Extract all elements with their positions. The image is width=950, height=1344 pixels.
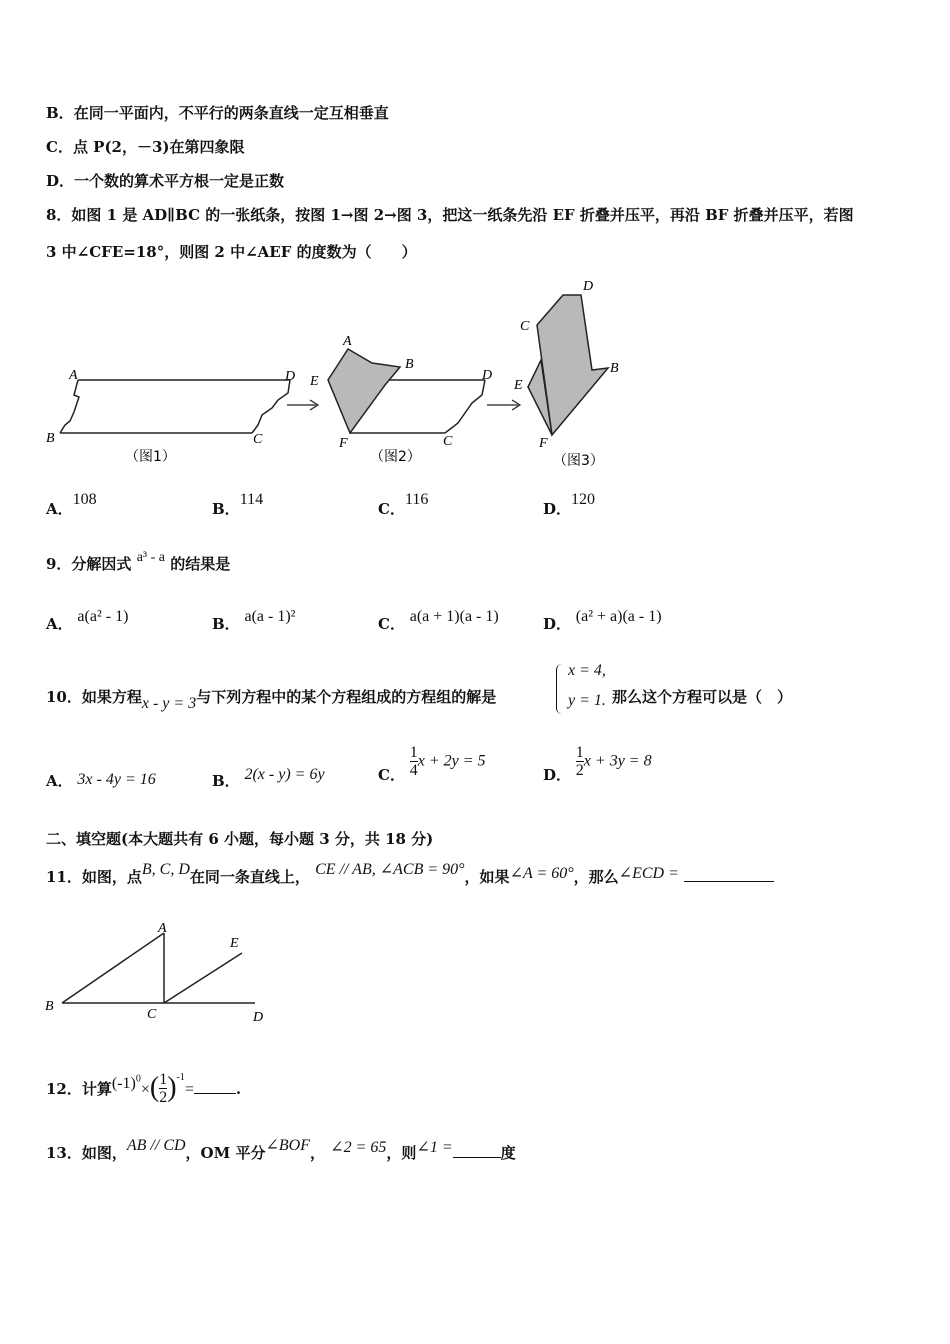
q10-system-eq1: x = 4,	[568, 662, 606, 679]
q7-option-b: B．在同一平面内，不平行的两条直线一定互相垂直	[46, 104, 389, 122]
q11-stem: 11．如图，点B, C, D在同一条直线上， CE // AB, ∠ACB = 90°，如果∠A = 60°，那么∠ECD =	[46, 866, 774, 887]
q10-stem: 10．如果方程x - y = 3与下列方程中的某个方程组成的方程组的解是	[46, 688, 497, 712]
svg-text:E: E	[310, 374, 319, 389]
q9-option-a: A． a(a² - 1)	[46, 608, 129, 633]
q9-option-b: B． a(a - 1)²	[212, 608, 296, 633]
figure-3-folded-strip	[513, 279, 619, 469]
svg-text:B: B	[46, 431, 55, 446]
q8-option-b: B．114	[212, 491, 264, 518]
q8-stem-line1: 8．如图 1 是 AD∥BC 的一张纸条，按图 1→图 2→图 3，把这一纸条先沿 EF 折叠并压平，再沿 BF 折叠并压平，若图	[46, 206, 854, 224]
q7-option-d: D．一个数的算术平方根一定是正数	[46, 172, 285, 190]
q13-stem: 13．如图，AB // CD，OM 平分∠BOF， ∠2 = 65，则∠1 = 度	[46, 1137, 516, 1162]
q9-option-d: D． (a² + a)(a - 1)	[543, 608, 662, 633]
q10-option-a: A． 3x - 4y = 16	[46, 771, 156, 790]
figure-3-caption: （图3）	[553, 453, 604, 469]
svg-text:A: A	[69, 368, 78, 383]
svg-text:D: D	[253, 1010, 264, 1025]
svg-text:C: C	[443, 434, 453, 449]
q10-option-d: D． $\frac{1}{2}$ x + 3y = 8	[543, 744, 652, 784]
svg-text:B: B	[45, 999, 54, 1014]
svg-text:D: D	[285, 369, 296, 384]
q8-option-a: A．108	[46, 491, 97, 518]
q10-option-c: C． $\frac{1}{4}$ x + 2y = 5	[378, 744, 486, 784]
svg-text:E: E	[514, 378, 523, 393]
q9-stem: 9．分解因式 a³ - a 的结果是	[46, 550, 231, 573]
q9-option-c: C． a(a + 1)(a - 1)	[378, 608, 499, 633]
svg-text:D: D	[482, 368, 493, 383]
figure-1-paper-strip	[46, 368, 295, 465]
figure-2-folded-strip	[309, 334, 492, 465]
q8-option-d: D．120	[543, 491, 596, 518]
section-2-heading: 二、填空题(本大题共有 6 小题，每小题 3 分，共 18 分)	[46, 830, 434, 848]
q8-figures	[40, 275, 640, 475]
svg-text:C: C	[520, 319, 530, 334]
q8-stem-line2: 3 中∠CFE=18°，则图 2 中∠AEF 的度数为（ ）	[46, 243, 417, 261]
svg-text:C: C	[147, 1007, 157, 1022]
svg-text:B: B	[405, 357, 414, 372]
figure-1-caption: （图1）	[125, 449, 176, 465]
svg-text:B: B	[610, 361, 619, 376]
q10-stem-suffix: 那么这个方程可以是（ ）	[612, 688, 793, 706]
svg-text:E: E	[230, 936, 239, 951]
q11-figure	[40, 918, 280, 1028]
q10-system-eq2: y = 1.	[568, 692, 606, 709]
svg-text:F: F	[539, 436, 548, 451]
svg-text:D: D	[583, 279, 594, 294]
svg-text:A: A	[343, 334, 352, 349]
q8-option-c: C．116	[378, 491, 429, 518]
svg-text:F: F	[339, 436, 348, 451]
q7-option-c: C．点 P(2，－3)在第四象限	[46, 138, 245, 156]
svg-text:C: C	[253, 432, 263, 447]
figure-2-caption: （图2）	[370, 449, 421, 465]
q10-system-brace	[556, 664, 565, 714]
q10-option-b: B． 2(x - y) = 6y	[212, 766, 325, 790]
q12-stem: 12．计算$(-1)^0\times$( $\frac{1}{2}$ )$^{-1}$= .	[46, 1070, 242, 1106]
svg-text:A: A	[158, 921, 167, 936]
